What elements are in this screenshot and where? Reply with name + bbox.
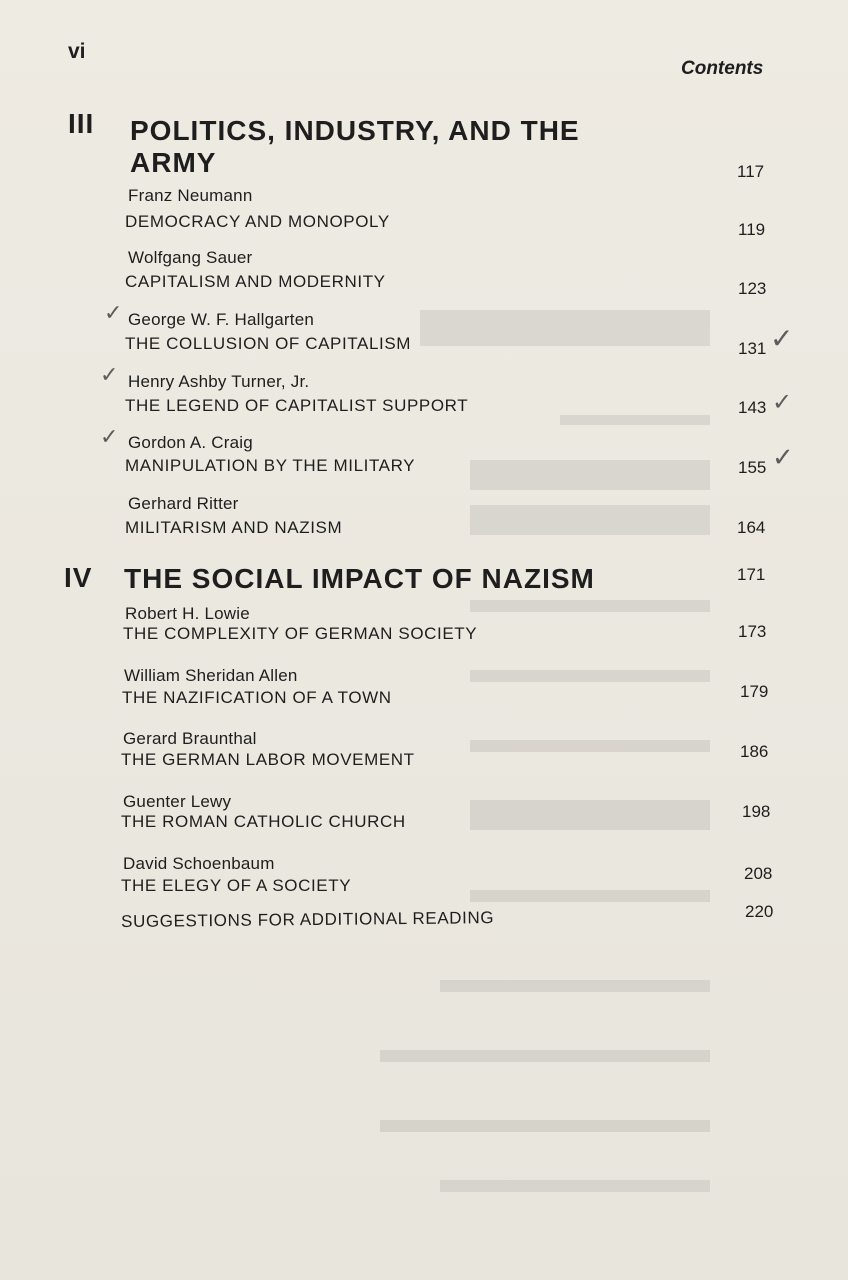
entry-author: David Schoenbaum: [123, 854, 275, 873]
entry-page-number: 119: [738, 220, 766, 239]
entry-author: Gordon A. Craig: [128, 433, 253, 452]
entry-title: THE COMPLEXITY OF GERMAN SOCIETY: [123, 624, 478, 643]
part-numeral: III: [68, 108, 95, 139]
suggestions-page-number: 220: [745, 902, 774, 921]
entry-author: George W. F. Hallgarten: [128, 310, 315, 329]
pencil-check-mark-icon: ✓: [772, 389, 793, 416]
entry-page-number: 198: [742, 802, 771, 821]
entry-page-number: 131: [738, 339, 767, 358]
entry-author: Henry Ashby Turner, Jr.: [128, 372, 310, 391]
part-page-number: 171: [737, 565, 766, 584]
entry-page-number: 155: [738, 458, 767, 477]
suggestions-label: SUGGESTIONS FOR ADDITIONAL READING: [121, 908, 495, 931]
entry-title: THE COLLUSION OF CAPITALISM: [125, 334, 412, 353]
entry-page-number: 179: [740, 682, 769, 701]
entry-author: Gerhard Ritter: [128, 494, 239, 513]
entry-page-number: 173: [738, 622, 767, 641]
entry-page-number: 208: [744, 864, 773, 883]
entry-title: DEMOCRACY AND MONOPOLY: [125, 212, 390, 231]
entry-title: THE NAZIFICATION OF A TOWN: [122, 688, 392, 707]
entry-author: Gerard Braunthal: [123, 729, 257, 748]
entry-author: Franz Neumann: [128, 186, 253, 205]
bleed-through-shadow: [380, 300, 760, 1200]
entry-page-number: 143: [738, 398, 767, 417]
part-title-line: THE SOCIAL IMPACT OF NAZISM: [124, 563, 595, 594]
entry-title: MANIPULATION BY THE MILITARY: [125, 456, 416, 475]
running-head: Contents: [681, 58, 764, 79]
entry-title: CAPITALISM AND MODERNITY: [125, 272, 386, 291]
part-numeral: IV: [64, 562, 93, 593]
entry-title: THE LEGEND OF CAPITALIST SUPPORT: [125, 396, 469, 415]
part-page-number: 117: [737, 162, 765, 181]
pencil-check-mark-icon: ✓: [770, 323, 794, 354]
entry-title: THE ROMAN CATHOLIC CHURCH: [121, 812, 406, 831]
entry-page-number: 164: [737, 518, 766, 537]
entry-page-number: 123: [738, 279, 767, 298]
entry-title: THE GERMAN LABOR MOVEMENT: [121, 750, 415, 769]
entry-author: William Sheridan Allen: [124, 666, 298, 685]
pencil-check-mark-icon: ✓: [772, 442, 794, 472]
part-title-line: ARMY: [130, 147, 217, 178]
part-title-line: POLITICS, INDUSTRY, AND THE: [130, 115, 580, 146]
entry-title: THE ELEGY OF A SOCIETY: [121, 876, 352, 895]
entry-author: Wolfgang Sauer: [128, 248, 253, 267]
entry-page-number: 186: [740, 742, 769, 761]
entry-author: Robert H. Lowie: [125, 604, 250, 623]
entry-author: Guenter Lewy: [123, 792, 232, 811]
pencil-check-mark-icon: ✓: [104, 300, 123, 325]
entry-title: MILITARISM AND NAZISM: [125, 518, 343, 537]
page-number: vi: [68, 40, 86, 63]
pencil-check-mark-icon: ✓: [100, 362, 119, 387]
pencil-check-mark-icon: ✓: [100, 424, 119, 449]
